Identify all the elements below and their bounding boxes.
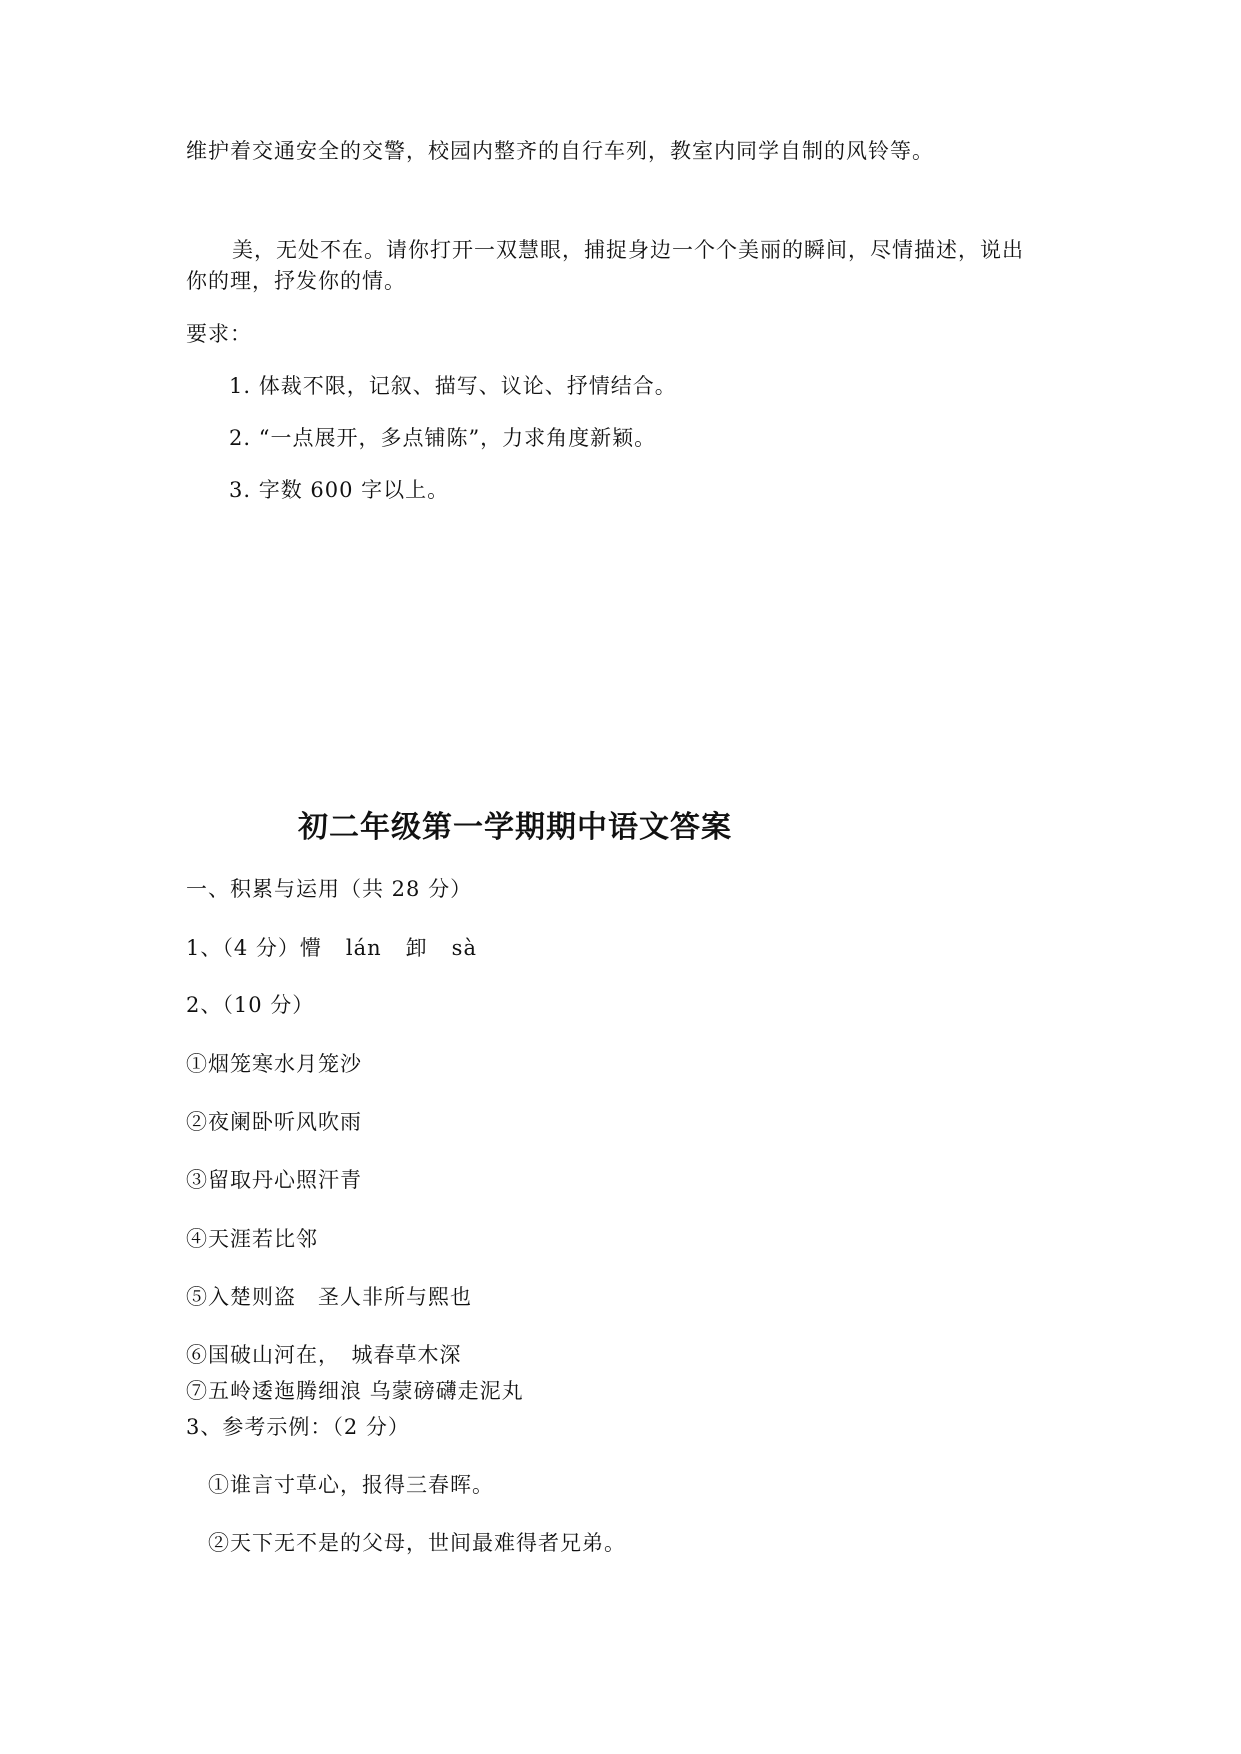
answer-item: ①烟笼寒水月笼沙	[186, 1052, 362, 1076]
requirement-item: 3. 字数 600 字以上。	[229, 478, 450, 502]
answer-item: ②天下无不是的父母，世间最难得者兄弟。	[208, 1531, 626, 1555]
answer-item: ③留取丹心照汗青	[186, 1168, 362, 1192]
requirement-item: 2. “一点展开，多点铺陈”，力求角度新颖。	[229, 426, 657, 450]
answer-item: 懵	[299, 936, 322, 960]
question-3-label: 3、参考示例：（2 分）	[186, 1415, 410, 1439]
question-1-label: 1、（4 分）	[186, 936, 300, 960]
question-1	[186, 934, 477, 962]
answer-item: ⑤入楚则盗 圣人非所与熙也	[186, 1285, 472, 1309]
essay-prompt-line1: 美，无处不在。请你打开一双慧眼，捕捉身边一个个美丽的瞬间，尽情描述，说出	[232, 238, 1024, 262]
answer-item: ⑦五岭逶迤腾细浪 乌蒙磅礴走泥丸	[186, 1379, 524, 1403]
essay-prompt-line2: 你的理，抒发你的情。	[186, 269, 406, 293]
answer-item: sà	[451, 936, 477, 960]
requirement-item: 1. 体裁不限，记叙、描写、议论、抒情结合。	[229, 374, 677, 398]
answer-item: ②夜阑卧听风吹雨	[186, 1110, 362, 1134]
answer-item: 卸	[405, 936, 428, 960]
answer-item: ④天涯若比邻	[186, 1227, 318, 1251]
answer-item: lán	[345, 936, 382, 960]
question-2-label: 2、（10 分）	[186, 993, 315, 1017]
answer-item: ⑥国破山河在， 城春草木深	[186, 1343, 462, 1367]
essay-continuation: 维护着交通安全的交警，校园内整齐的自行车列，教室内同学自制的风铃等。	[186, 139, 934, 163]
requirements-label: 要求：	[186, 322, 252, 346]
section-heading: 一、积累与运用（共 28 分）	[186, 877, 473, 901]
answers-title: 初二年级第一学期期中语文答案	[298, 810, 732, 845]
answer-item: ①谁言寸草心，报得三春晖。	[208, 1473, 494, 1497]
